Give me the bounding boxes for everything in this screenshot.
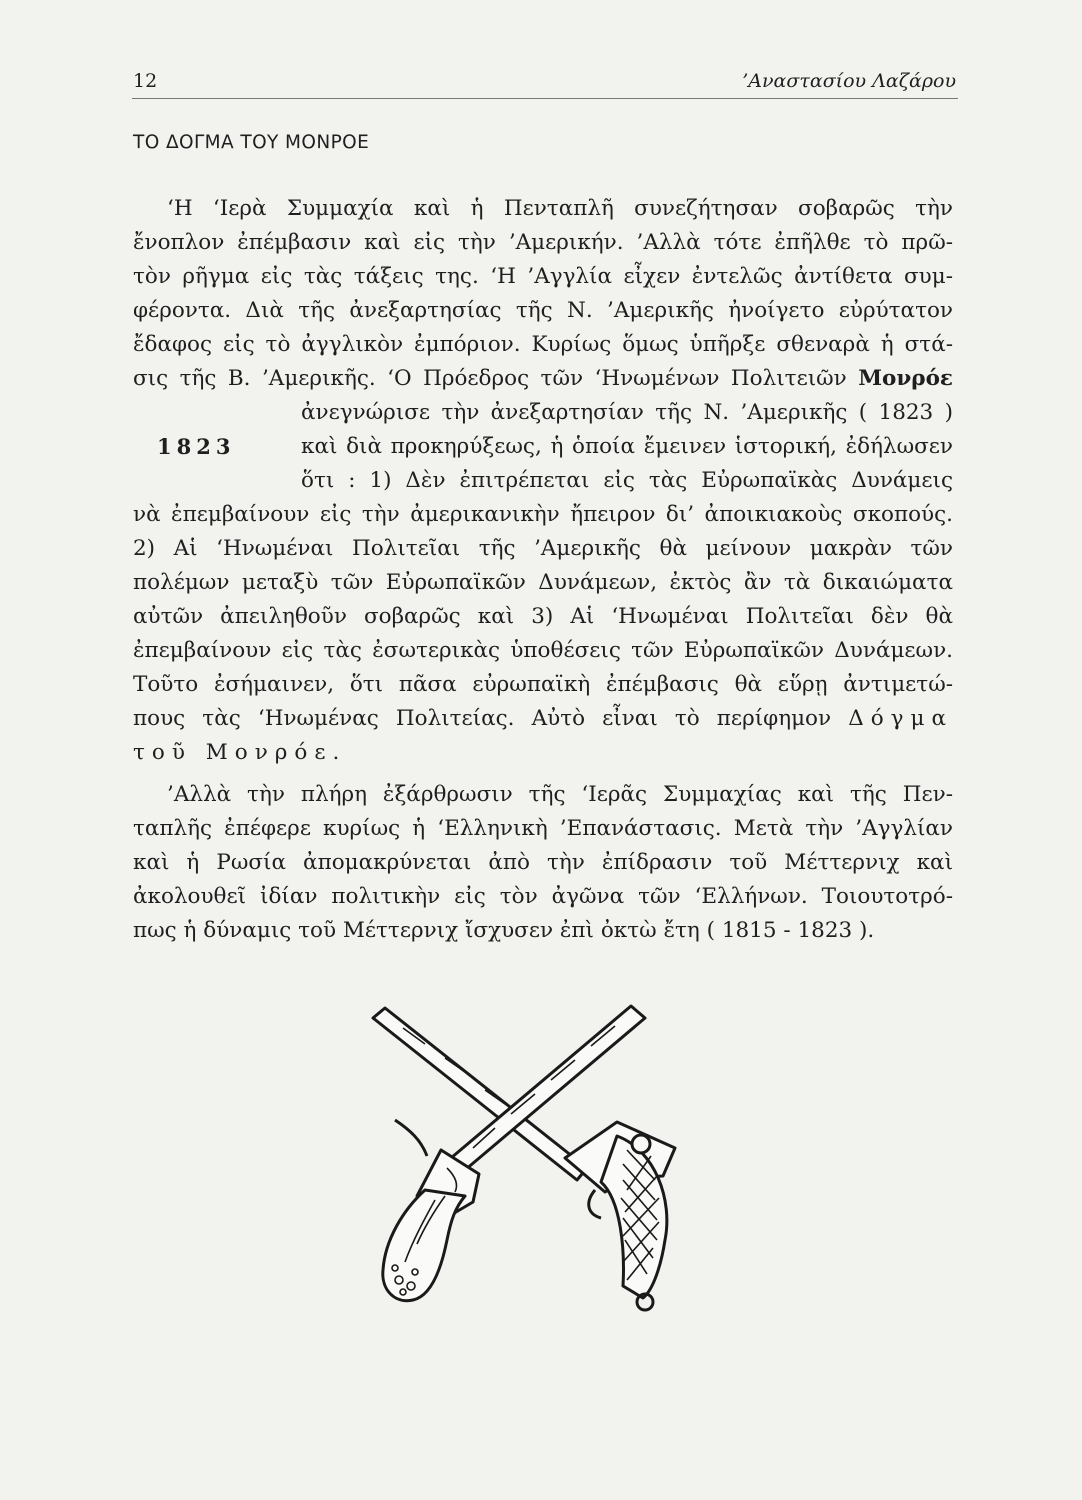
text-line: αὐτῶν ἀπειληθοῦν σοβαρῶς καὶ 3) Αἱ ‘Ηνωμέναι Πολιτεῖαι δὲν θὰ bbox=[133, 604, 953, 629]
text-line: Τοῦτο ἐσήμαινεν, ὅτι πᾶσα εὐρωπαϊκὴ ἐπέμβασις θὰ εὕρῃ ἀντιμετώ- bbox=[133, 672, 953, 697]
text-line: ὅτι : 1) Δὲν ἐπιτρέπεται εἰς τὰς Εὐρωπαϊκὰς Δυνάμεις bbox=[301, 468, 953, 493]
text-line: ἀκολουθεῖ ἰδίαν πολιτικὴν εἰς τὸν ἀγῶνα τῶν ‘Ελλήνων. Τοιουτοτρό- bbox=[133, 884, 953, 909]
text-line: φέροντα. Διὰ τῆς ἀνεξαρτησίας τῆς Ν. ’Αμερικῆς ἠνοίγετο εὐρύτατον bbox=[133, 298, 953, 323]
text-line: τὸν ρῆγμα εἰς τὰς τάξεις της. ‘Η ’Αγγλία εἶχεν ἐντελῶς ἀντίθετα συμ- bbox=[133, 264, 953, 289]
text-line: ἔνοπλον ἐπέμβασιν καὶ εἰς τὴν ’Αμερικήν. ’Αλλὰ τότε ἐπῆλθε τὸ πρῶ- bbox=[133, 230, 953, 255]
text-line: νὰ ἐπεμβαίνουν εἰς τὴν ἀμερικανικὴν ἤπειρον δι’ ἀποικιακοὺς σκοπούς. bbox=[133, 502, 953, 527]
page-number: 12 bbox=[133, 70, 158, 92]
text-line: ’Αλλὰ τὴν πλήρη ἐξάρθρωσιν τῆς ‘Ιερᾶς Συμμαχίας καὶ τῆς Πεν- bbox=[167, 782, 953, 807]
chapter-title: ΤΟ ΔΟΓΜΑ ΤΟΥ ΜΟΝΡΟΕ bbox=[133, 132, 370, 153]
text-run: πους τὰς ‘Ηνωμένας Πολιτείας. Αὐτὸ εἶναι τὸ περίφημον bbox=[133, 706, 832, 731]
text-line: πως ἡ δύναμις τοῦ Μέττερνιχ ἴσχυσεν ἐπὶ ὀκτὼ ἔτη ( 1815 - 1823 ). bbox=[133, 918, 875, 943]
running-head: ’Αναστασίου Λαζάρου bbox=[742, 70, 956, 92]
text-line: 2) Αἱ ‘Ηνωμέναι Πολιτεῖαι τῆς ’Αμερικῆς θὰ μείνουν μακρὰν τῶν bbox=[133, 536, 953, 561]
header-rule bbox=[132, 98, 958, 99]
text-line: τοῦ Μονρόε. bbox=[133, 740, 347, 765]
text-line: ταπλῆς ἐπέφερε κυρίως ἡ ‘Ελληνικὴ ’Επανάστασις. Μετὰ τὴν ’Αγγλίαν bbox=[133, 816, 953, 841]
text-line bbox=[133, 362, 953, 396]
margin-note-year: 1823 bbox=[157, 434, 236, 459]
text-line: ‘Η ‘Ιερὰ Συμμαχία καὶ ἡ Πενταπλῆ συνεζήτησαν σοβαρῶς τὴν bbox=[167, 196, 953, 221]
spaced-term: Δόγμα bbox=[848, 706, 954, 731]
text-line: ἔδαφος εἰς τὸ ἀγγλικὸν ἐμπόριον. Κυρίως ὅμως ὑπῆρξε σθεναρὰ ἡ στά- bbox=[133, 332, 953, 357]
text-line bbox=[133, 702, 953, 736]
text-line: καὶ διὰ προκηρύξεως, ἡ ὁποία ἔμεινεν ἱστορική, ἐδήλωσεν bbox=[301, 434, 953, 459]
text-run: σις τῆς Β. ’Αμερικῆς. ‘Ο Πρόεδρος τῶν ‘Ηνωμένων Πολιτειῶν bbox=[133, 366, 847, 391]
crossed-pistols-illustration bbox=[355, 1000, 685, 1325]
text-line: ἐπεμβαίνουν εἰς τὰς ἐσωτερικὰς ὑποθέσεις τῶν Εὐρωπαϊκῶν Δυνάμεων. bbox=[133, 638, 953, 663]
text-line: πολέμων μεταξὺ τῶν Εὐρωπαϊκῶν Δυνάμεων, ἐκτὸς ἂν τὰ δικαιώματα bbox=[133, 570, 953, 595]
text-line: καὶ ἡ Ρωσία ἀπομακρύνεται ἀπὸ τὴν ἐπίδρασιν τοῦ Μέττερνιχ καὶ bbox=[133, 850, 953, 875]
name-monroe: Μονρόε bbox=[858, 366, 953, 391]
text-line: ἀνεγνώρισε τὴν ἀνεξαρτησίαν τῆς Ν. ’Αμερικῆς ( 1823 ) bbox=[301, 400, 953, 425]
